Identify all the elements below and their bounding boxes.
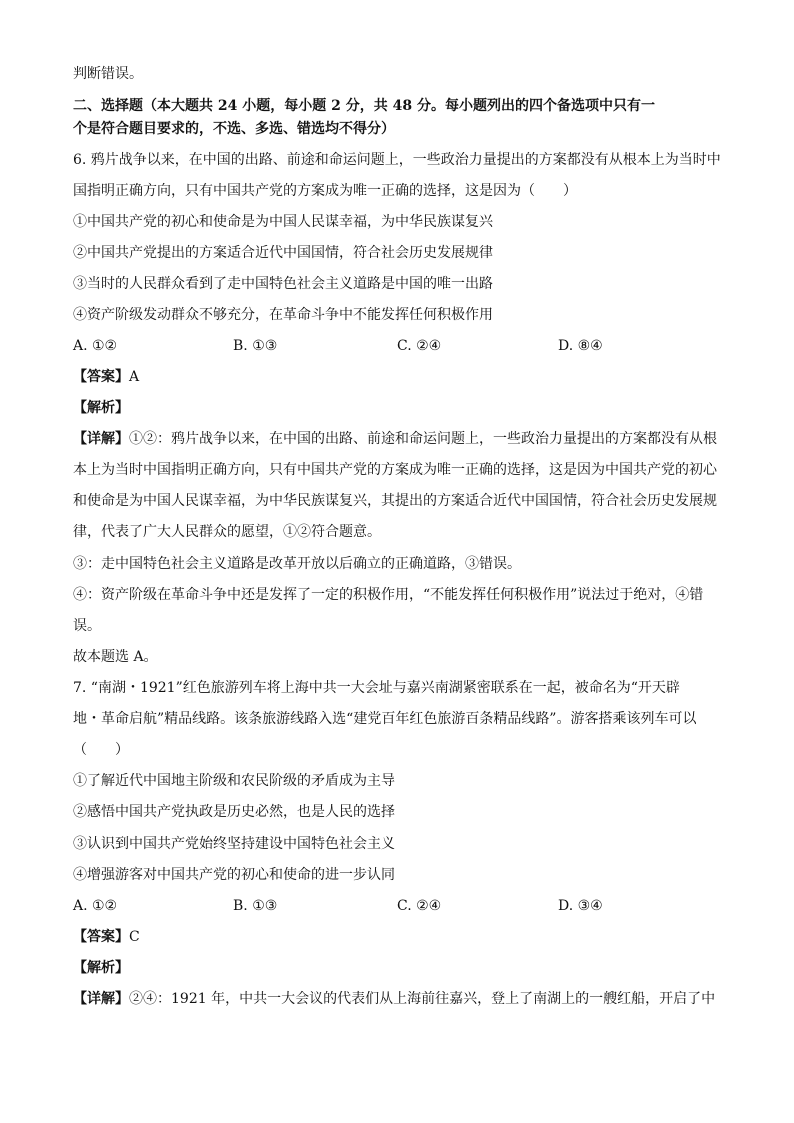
- q6-analysis-tag: 【解析】: [73, 400, 129, 416]
- q7-option-c: C. ②④: [397, 898, 442, 914]
- answer-tag: 【答案】: [73, 369, 129, 385]
- q6-statement-4: ④资产阶级发动群众不够充分，在革命斗争中不能发挥任何积极作用: [73, 307, 493, 323]
- q6-stem: 6. 鸦片战争以来，在中国的出路、前途和命运问题上，一些政治力量提出的方案都没有从根本上为当时中: [73, 152, 721, 168]
- answer-value: A: [129, 369, 140, 385]
- detail-text: ②④：1921 年，中共一大会议的代表们从上海前往嘉兴，登上了南湖上的一艘红船，开启了中: [129, 991, 716, 1007]
- detail-text: ①②：鸦片战争以来，在中国的出路、前途和命运问题上，一些政治力量提出的方案都没有从根: [129, 431, 717, 447]
- q7-statement-4: ④增强游客对中国共产党的初心和使命的进一步认同: [73, 867, 395, 883]
- q7-option-a: A. ①②: [73, 898, 118, 914]
- q7-stem-continued: 地・革命启航”精品线路。该条旅游线路入选“建党百年红色旅游百条精品线路”。游客搭乘该列车可以: [73, 711, 697, 727]
- answer-tag: 【答案】: [73, 929, 129, 945]
- q6-option-c: C. ②④: [397, 338, 442, 354]
- text-line: 判断错误。: [73, 66, 143, 82]
- q7-answer: [73, 927, 140, 947]
- q6-detail-line-2: 本上为当时中国指明正确方向，只有中国共产党的方案成为唯一正确的选择，这是因为中国共产党的初心: [73, 462, 717, 478]
- q6-option-d: D. ⑧④: [558, 338, 603, 354]
- answer-value: C: [129, 929, 140, 945]
- q6-option-a: A. ①②: [73, 338, 118, 354]
- q6-detail-line-6: ④：资产阶级在革命斗争中还是发挥了一定的积极作用，“不能发挥任何积极作用”说法过于绝对，④错: [73, 587, 704, 603]
- q7-stem-bracket: （ ）: [73, 742, 129, 758]
- q6-option-b: B. ①③: [233, 338, 278, 354]
- detail-tag: 【详解】: [73, 991, 129, 1007]
- section-heading: 二、选择题（本大题共 24 小题，每小题 2 分，共 48 分。每小题列出的四个备选项中只有一: [73, 98, 655, 114]
- q6-detail-line-4: 律，代表了广大人民群众的愿望，①②符合题意。: [73, 524, 381, 540]
- q7-stem: 7. “南湖・1921”红色旅游列车将上海中共一大会址与嘉兴南湖紧密联系在一起，被命名为“开天辟: [73, 680, 680, 696]
- q7-statement-3: ③认识到中国共产党始终坚持建设中国特色社会主义: [73, 836, 395, 852]
- q7-detail-line-1: [73, 989, 715, 1009]
- q6-statement-1: ①中国共产党的初心和使命是为中国人民谋幸福，为中华民族谋复兴: [73, 214, 493, 230]
- q6-detail-line-7: 误。: [73, 618, 101, 634]
- q6-detail-line-1: [73, 429, 717, 449]
- section-heading-continued: 个是符合题目要求的，不选、多选、错选均不得分）: [73, 121, 395, 137]
- q7-option-d: D. ③④: [558, 898, 603, 914]
- detail-tag: 【详解】: [73, 431, 129, 447]
- q6-answer: [73, 367, 139, 387]
- q6-conclusion: 故本题选 A。: [73, 649, 158, 665]
- q6-detail-line-3: 和使命是为中国人民谋幸福，为中华民族谋复兴，其提出的方案适合近代中国国情，符合社会历史发展规: [73, 493, 717, 509]
- q7-option-b: B. ①③: [233, 898, 278, 914]
- q6-stem-continued: 国指明正确方向，只有中国共产党的方案成为唯一正确的选择，这是因为（ ）: [73, 183, 577, 199]
- q7-analysis-tag: 【解析】: [73, 960, 129, 976]
- q6-statement-3: ③当时的人民群众看到了走中国特色社会主义道路是中国的唯一出路: [73, 276, 493, 292]
- q6-detail-line-5: ③：走中国特色社会主义道路是改革开放以后确立的正确道路，③错误。: [73, 556, 521, 572]
- q7-statement-2: ②感悟中国共产党执政是历史必然，也是人民的选择: [73, 804, 395, 820]
- q7-statement-1: ①了解近代中国地主阶级和农民阶级的矛盾成为主导: [73, 773, 395, 789]
- q6-statement-2: ②中国共产党提出的方案适合近代中国国情，符合社会历史发展规律: [73, 245, 493, 261]
